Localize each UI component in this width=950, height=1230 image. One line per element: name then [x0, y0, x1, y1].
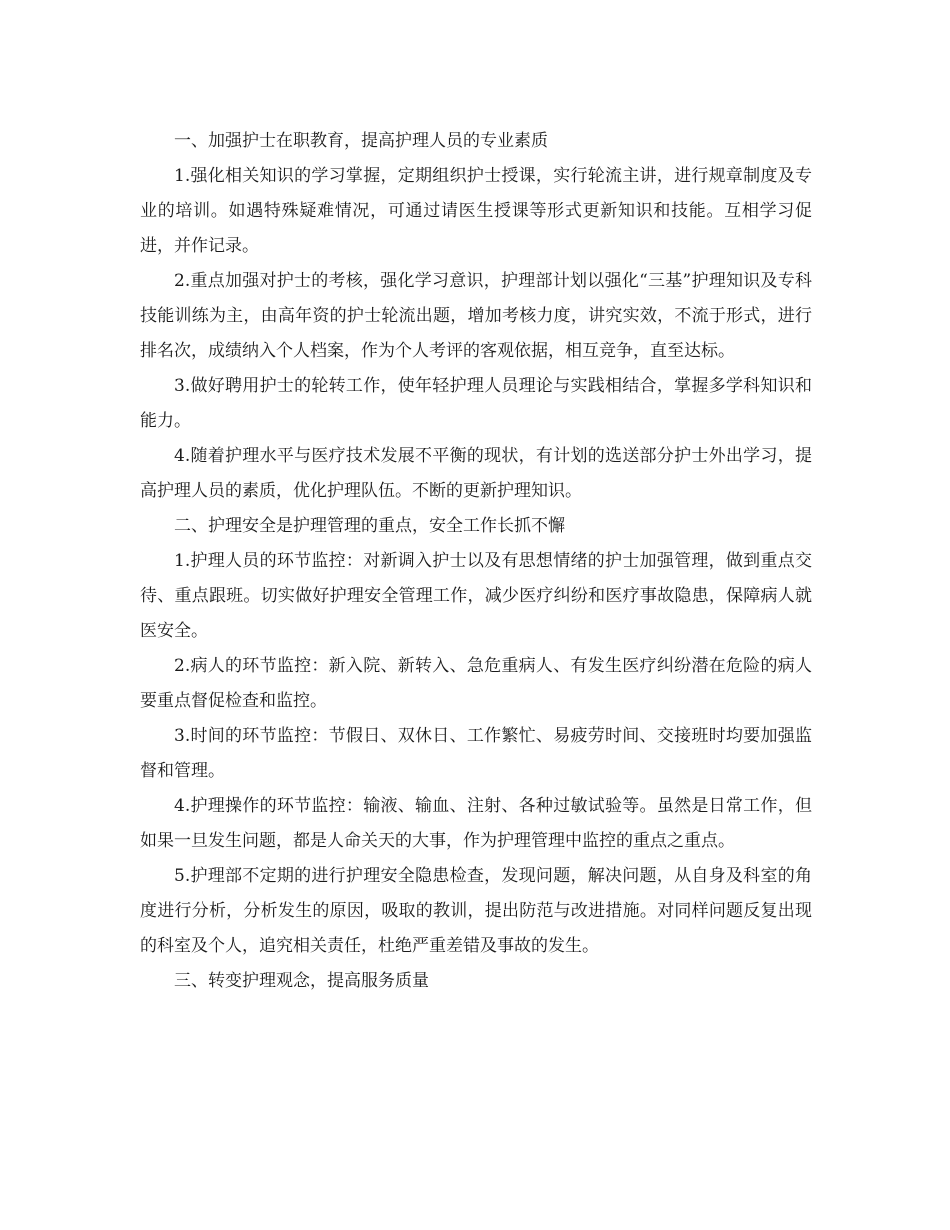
paragraph-2-3: 3.时间的环节监控：节假日、双休日、工作繁忙、易疲劳时间、交接班时均要加强监督和管理。	[140, 726, 812, 781]
document-body	[140, 124, 812, 999]
paragraph-2-1: 1.护理人员的环节监控：对新调入护士以及有思想情绪的护士加强管理，做到重点交待、重点跟班。切实做好护理安全管理工作，减少医疗纠纷和医疗事故隐患，保障病人就医安全。	[140, 551, 812, 641]
paragraph-1-2: 2.重点加强对护士的考核，强化学习意识，护理部计划以强化“三基”护理知识及专科技能训练为主，由高年资的护士轮流出题，增加考核力度，讲究实效，不流于形式，进行排名次，成绩纳入个人档案，作为个人考评的客观依据，相互竞争，直至达标。	[140, 271, 812, 361]
section-heading-2: 二、护理安全是护理管理的重点，安全工作长抓不懈	[174, 516, 565, 536]
paragraph-1-3: 3.做好聘用护士的轮转工作，使年轻护理人员理论与实践相结合，掌握多学科知识和能力。	[140, 376, 812, 431]
paragraph-2-4: 4.护理操作的环节监控：输液、输血、注射、各种过敏试验等。虽然是日常工作，但如果一旦发生问题，都是人命关天的大事，作为护理管理中监控的重点之重点。	[140, 796, 812, 851]
section-heading-1: 一、加强护士在职教育，提高护理人员的专业素质	[174, 131, 548, 151]
paragraph-1-4: 4.随着护理水平与医疗技术发展不平衡的现状，有计划的选送部分护士外出学习，提高护理人员的素质，优化护理队伍。不断的更新护理知识。	[140, 446, 812, 501]
paragraph-2-5: 5.护理部不定期的进行护理安全隐患检查，发现问题，解决问题，从自身及科室的角度进行分析，分析发生的原因，吸取的教训，提出防范与改进措施。对同样问题反复出现的科室及个人，追究相关责任，杜绝严重差错及事故的发生。	[140, 866, 812, 956]
paragraph-2-2: 2.病人的环节监控：新入院、新转入、急危重病人、有发生医疗纠纷潜在危险的病人要重点督促检查和监控。	[140, 656, 812, 711]
section-heading-3: 三、转变护理观念，提高服务质量	[174, 971, 429, 991]
paragraph-1-1: 1.强化相关知识的学习掌握，定期组织护士授课，实行轮流主讲，进行规章制度及专业的培训。如遇特殊疑难情况，可通过请医生授课等形式更新知识和技能。互相学习促进，并作记录。	[140, 166, 812, 256]
